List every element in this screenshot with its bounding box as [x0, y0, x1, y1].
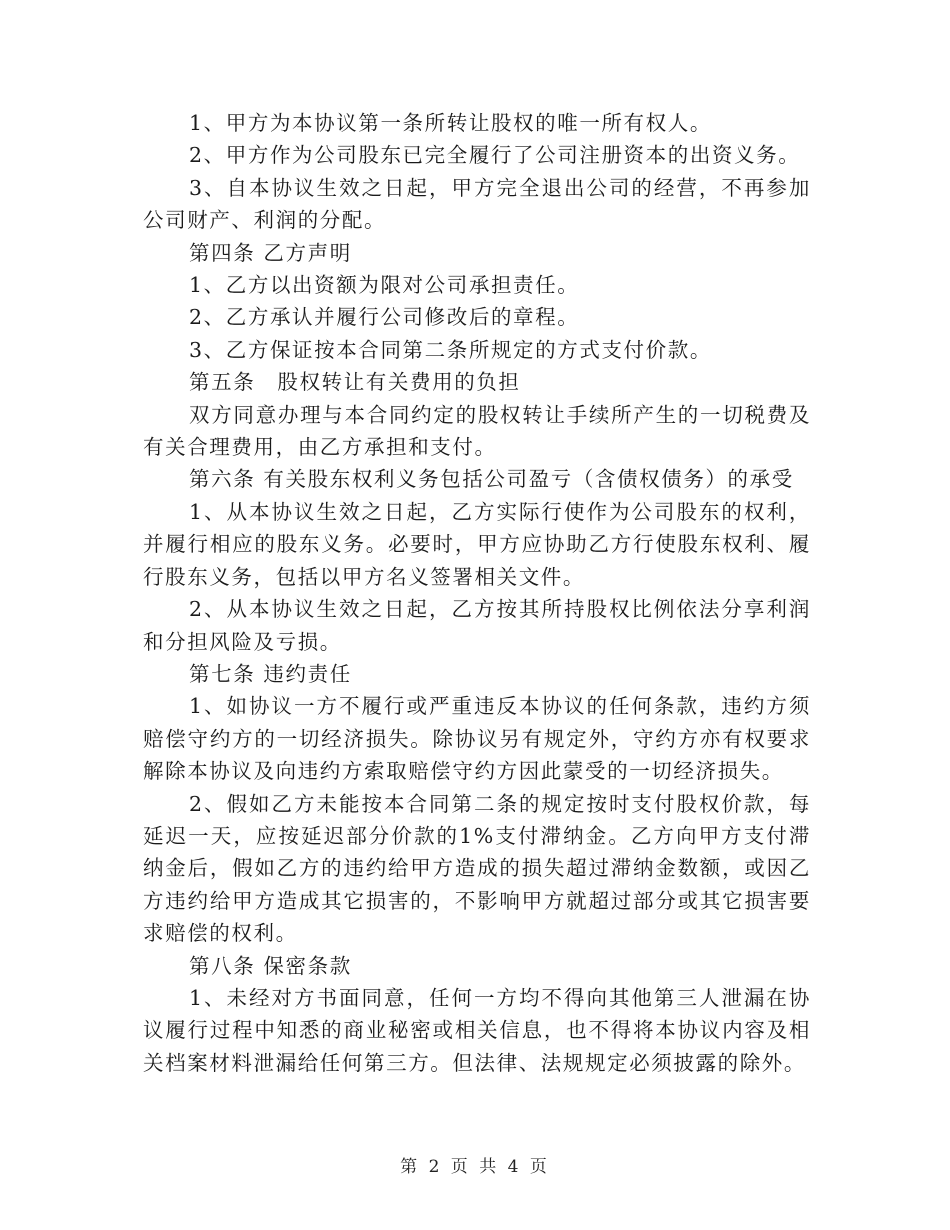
section-heading: 第六条 有关股东权利义务包括公司盈亏（含债权债务）的承受 [189, 467, 794, 492]
section-heading: 第七条 违约责任 [189, 661, 352, 686]
paragraph: 2、假如乙方未能按本合同第二条的规定按时支付股权价款，每延迟一天，应按延迟部分价款的1%支付滞纳金。乙方向甲方支付滞纳金后，假如乙方的违约给甲方造成的损失超过滞纳金数额，或因乙方违约给甲方造成其它损害的，不影响甲方就超过部分或其它损害要求赔偿的权利。 [143, 791, 811, 946]
paragraph: 1、如协议一方不履行或严重违反本协议的任何条款，违约方须赔偿守约方的一切经济损失。除协议另有规定外，守约方亦有权要求解除本协议及向违约方索取赔偿守约方因此蒙受的一切经济损失。 [143, 694, 811, 784]
paragraph: 1、未经对方书面同意，任何一方均不得向其他第三人泄漏在协议履行过程中知悉的商业秘密或相关信息，也不得将本协议内容及相关档案材料泄漏给任何第三方。但法律、法规规定必须披露的除外。 [143, 985, 811, 1075]
paragraph: 双方同意办理与本合同约定的股权转让手续所产生的一切税费及有关合理费用，由乙方承担和支付。 [143, 402, 811, 460]
section-heading: 第四条 乙方声明 [189, 240, 352, 265]
paragraph: 2、乙方承认并履行公司修改后的章程。 [189, 305, 580, 330]
section-heading: 第八条 保密条款 [189, 953, 352, 978]
paragraph: 3、自本协议生效之日起，甲方完全退出公司的经营，不再参加公司财产、利润的分配。 [143, 175, 811, 233]
paragraph: 1、甲方为本协议第一条所转让股权的唯一所有权人。 [189, 111, 712, 135]
paragraph: 3、乙方保证按本合同第二条所规定的方式支付价款。 [189, 337, 712, 362]
paragraph: 1、乙方以出资额为限对公司承担责任。 [189, 273, 580, 298]
page-number-footer: 第 2 页 共 4 页 [400, 1157, 550, 1177]
paragraph: 2、甲方作为公司股东已完全履行了公司注册资本的出资义务。 [189, 143, 801, 168]
section-heading: 第五条 股权转让有关费用的负担 [189, 370, 521, 395]
paragraph: 2、从本协议生效之日起，乙方按其所持股权比例依法分享利润和分担风险及亏损。 [143, 597, 811, 654]
document-body [143, 107, 811, 1079]
paragraph: 1、从本协议生效之日起，乙方实际行使作为公司股东的权利，并履行相应的股东义务。必要时，甲方应协助乙方行使股东权利、履行股东义务，包括以甲方名义签署相关文件。 [143, 499, 811, 589]
